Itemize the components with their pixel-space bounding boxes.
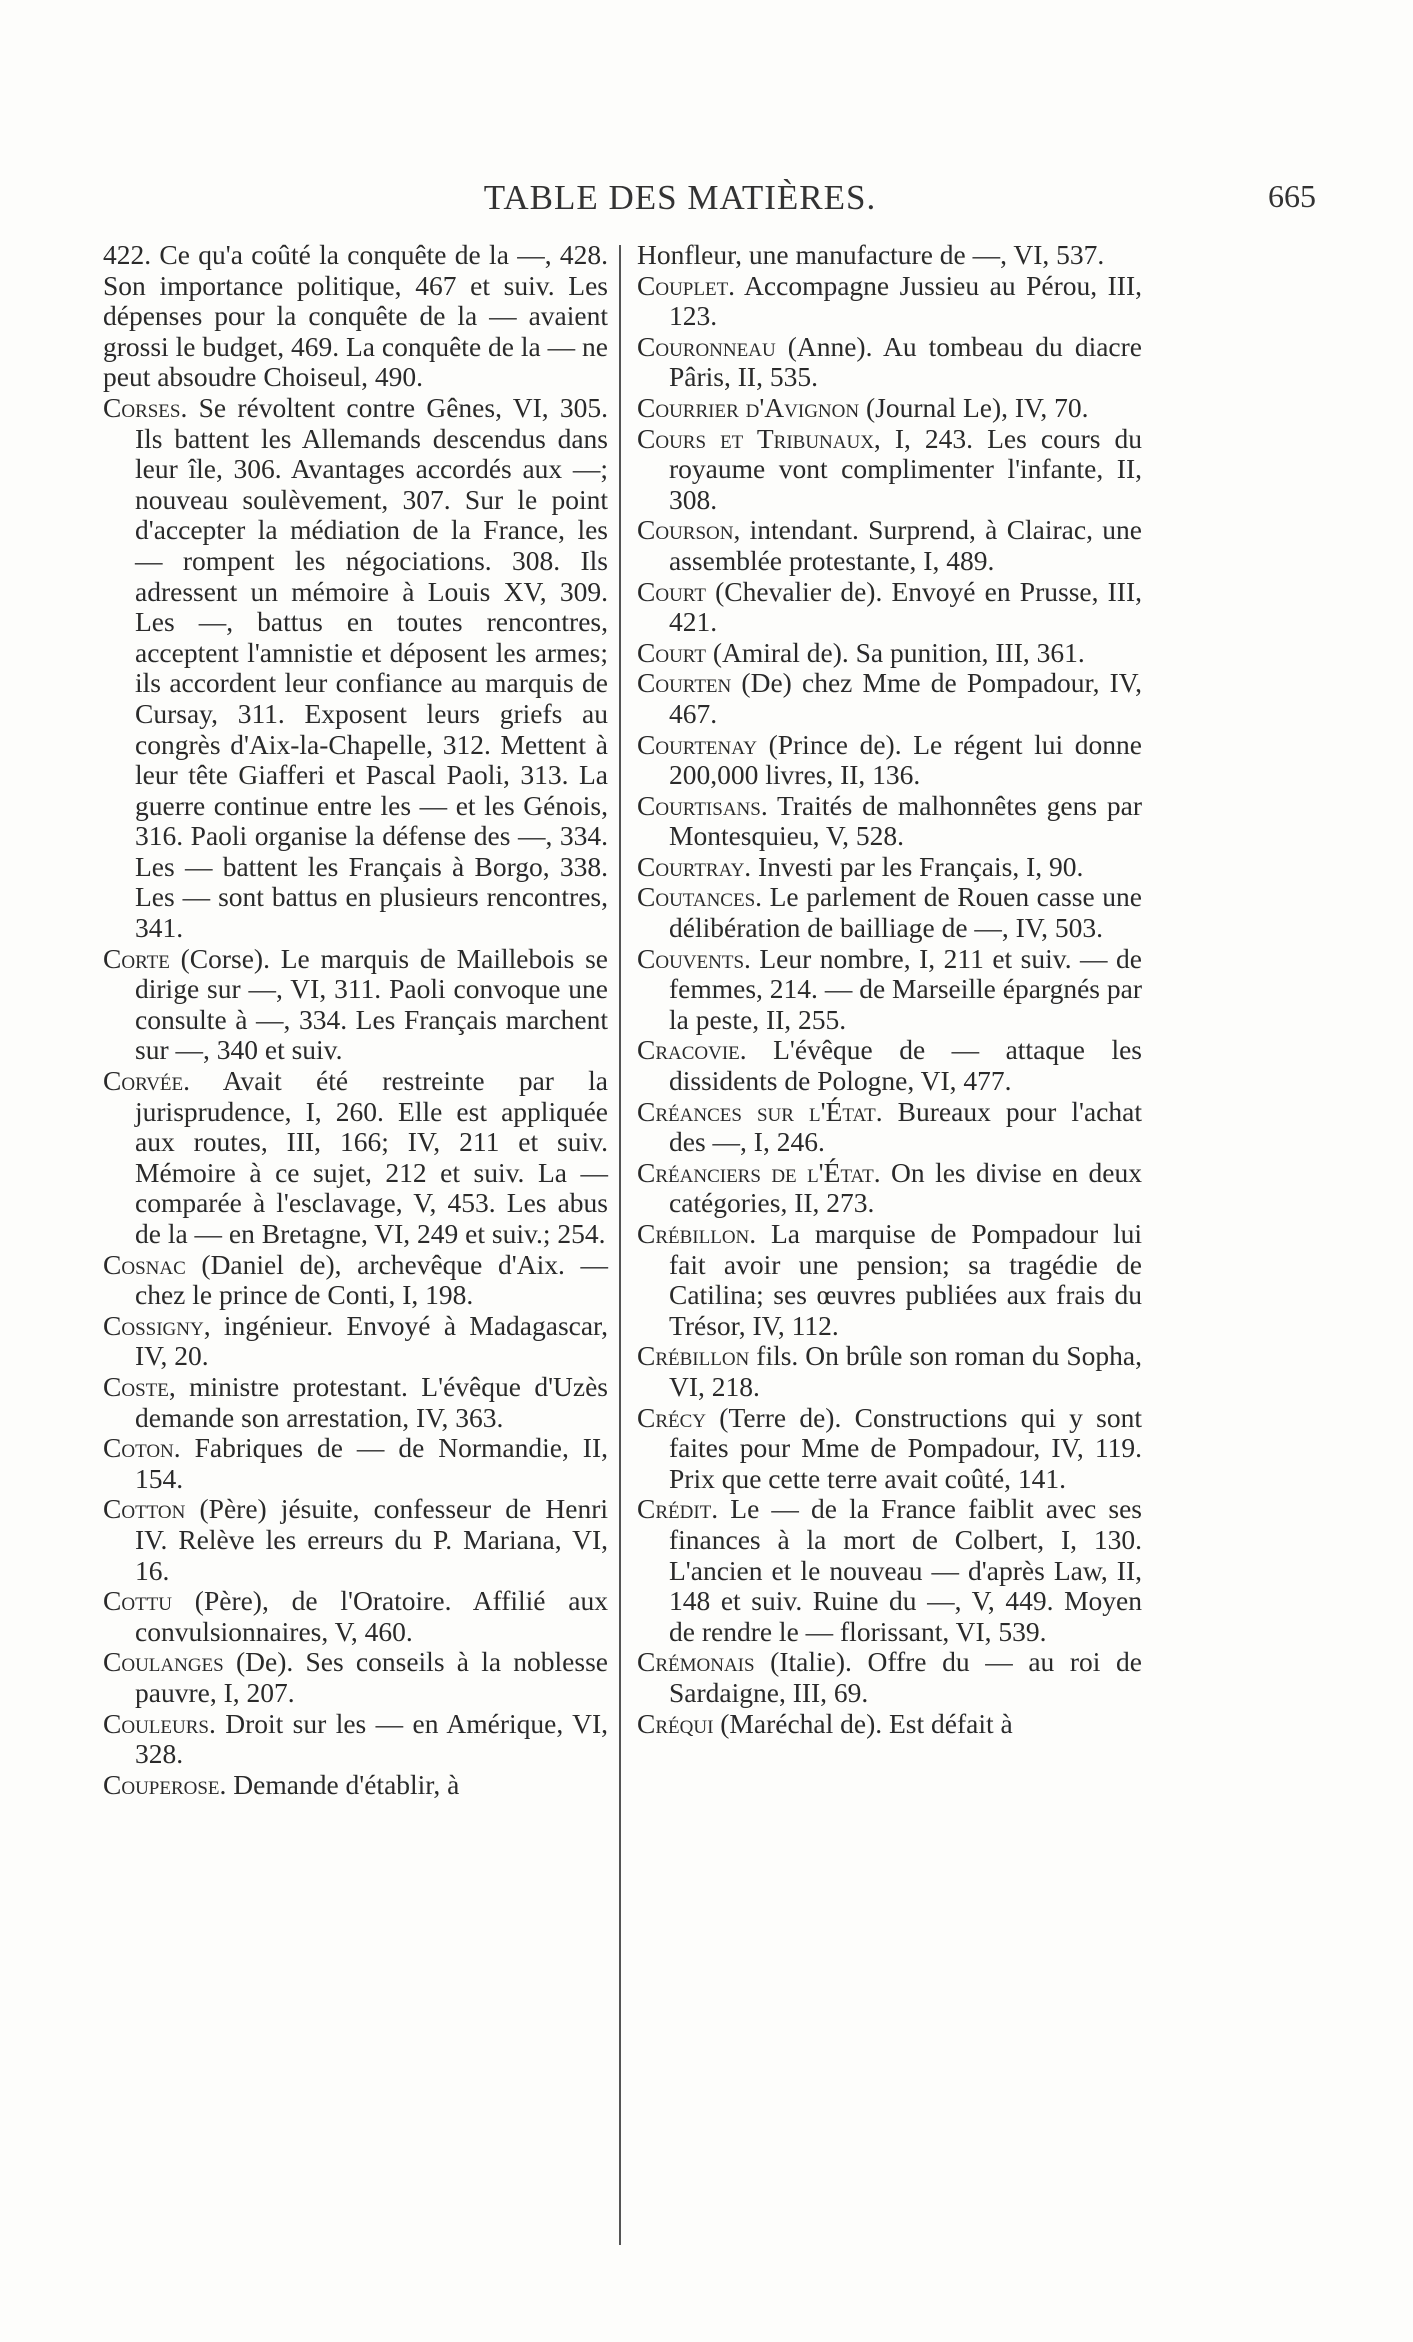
- entry-text: On les divise en deux catégories, II, 273.: [669, 1156, 1142, 1219]
- entry-text: (Père) jésuite, confesseur de Henri IV. Relève les erreurs du P. Mariana, VI, 16.: [135, 1493, 608, 1586]
- index-entry: [637, 1035, 1142, 1096]
- index-entry: [103, 1311, 608, 1372]
- index-entry: [637, 638, 1142, 669]
- entry-text: 422. Ce qu'a coûté la conquête de la —, 428. Son importance politique, 467 et suiv. Les dépenses pour la conquête de la — avaient grossi le budget, 469. La conquête de la — ne peut absoudre Choiseul, 490.: [103, 239, 608, 393]
- index-entry: [103, 944, 608, 1066]
- index-entry: [637, 791, 1142, 852]
- index-column-right: [637, 240, 1142, 1739]
- entry-text: (Corse). Le marquis de Maillebois se dirige sur —, VI, 311. Paoli convoque une consulte à —, 334. Les Français marchent sur —, 340 et suiv.: [135, 942, 608, 1066]
- entry-text: (Journal Le), IV, 70.: [859, 391, 1089, 423]
- entry-headword: Couleurs.: [103, 1707, 216, 1739]
- entry-text: Leur nombre, I, 211 et suiv. — de femmes, 214. — de Marseille épargnés par la peste, II, 255.: [669, 942, 1142, 1035]
- entry-text: I, 243. Les cours du royaume vont complimenter l'infante, II, 308.: [669, 422, 1142, 515]
- entry-text: Demande d'établir, à: [226, 1768, 460, 1800]
- entry-text: (Amiral de). Sa punition, III, 361.: [705, 636, 1085, 668]
- index-entry: [637, 730, 1142, 791]
- index-entry: [637, 668, 1142, 729]
- index-entry: [637, 393, 1142, 424]
- entry-headword: Créqui: [637, 1707, 714, 1739]
- index-entry: [637, 1647, 1142, 1708]
- entry-text: (De) chez Mme de Pompadour, IV, 467.: [669, 667, 1142, 729]
- index-entry: [637, 1403, 1142, 1495]
- entry-headword: Crébillon: [637, 1340, 750, 1372]
- index-entry: [637, 1219, 1142, 1341]
- entry-text: Avait été restreinte par la jurisprudence, I, 260. Elle est appliquée aux routes, III, 166; IV, 211 et suiv. Mémoire à ce sujet, 212 et suiv. La — comparée à l'esclavage, V, 453. Les abus de la — en Bretagne, VI, 249 et suiv.; 254.: [135, 1065, 608, 1249]
- entry-text: (Italie). Offre du — au roi de Sardaigne, III, 69.: [669, 1646, 1142, 1708]
- entry-headword: Coulanges: [103, 1646, 224, 1678]
- index-entry: [637, 882, 1142, 943]
- index-entry: [637, 944, 1142, 1036]
- index-entry: [637, 271, 1142, 332]
- index-entry: [637, 1494, 1142, 1647]
- page-header: [0, 178, 1413, 228]
- index-entry: [103, 1494, 608, 1586]
- entry-text: (Père), de l'Oratoire. Affilié aux convulsionnaires, V, 460.: [135, 1585, 608, 1647]
- index-entry: [637, 1097, 1142, 1158]
- entry-text: Bureaux pour l'achat des —, I, 246.: [669, 1095, 1142, 1158]
- entry-headword: Courtenay: [637, 728, 757, 760]
- entry-text: (De). Ses conseils à la noblesse pauvre, I, 207.: [135, 1646, 608, 1708]
- entry-text: Le — de la France faiblit avec ses finances à la mort de Colbert, I, 130. L'ancien et le nouveau — d'après Law, II, 148 et suiv. Ruine du —, V, 449. Moyen de rendre le — florissant, VI, 539.: [669, 1493, 1142, 1647]
- index-entry: [637, 240, 1142, 271]
- entry-text: Fabriques de — de Normandie, II, 154.: [135, 1432, 608, 1494]
- index-entry: [103, 1250, 608, 1311]
- entry-headword: Cotton: [103, 1493, 186, 1525]
- column-divider: [619, 245, 621, 2245]
- entry-headword: Créanciers de l'État.: [637, 1156, 881, 1188]
- index-entry: [637, 1158, 1142, 1219]
- index-entry: [637, 577, 1142, 638]
- entry-text: La marquise de Pompadour lui fait avoir une pension; sa tragédie de Catilina; ses œuvres publiées aux frais du Trésor, IV, 112.: [669, 1218, 1142, 1341]
- index-column-left: [103, 240, 608, 1800]
- entry-headword: Courten: [637, 667, 732, 699]
- entry-headword: Corvée.: [103, 1065, 191, 1097]
- entry-headword: Cottu: [103, 1585, 172, 1617]
- entry-text: Le parlement de Rouen casse une délibération de bailliage de —, IV, 503.: [669, 881, 1142, 944]
- entry-text: Traités de malhonnêtes gens par Montesquieu, V, 528.: [669, 789, 1142, 852]
- entry-text: (Maréchal de). Est défait à: [713, 1707, 1013, 1739]
- index-entry: [103, 1770, 608, 1801]
- index-entry: [103, 1433, 608, 1494]
- index-entry: [637, 1341, 1142, 1402]
- index-entry: [103, 240, 608, 393]
- entry-text: (Terre de). Constructions qui y sont faites pour Mme de Pompadour, IV, 119. Prix que cette terre avait coûté, 141.: [669, 1401, 1142, 1494]
- entry-headword: Coton.: [103, 1432, 181, 1464]
- entry-headword: Courrier d'Avignon: [637, 391, 860, 423]
- index-entry: [103, 1066, 608, 1250]
- entry-headword: Crédit.: [637, 1493, 719, 1525]
- entry-text: intendant. Surprend, à Clairac, une assemblée protestante, I, 489.: [669, 514, 1142, 576]
- entry-text: Investi par les Français, I, 90.: [751, 850, 1084, 882]
- entry-headword: Courtisans.: [637, 789, 768, 821]
- entry-text: Accompagne Jussieu au Pérou, III, 123.: [669, 269, 1142, 332]
- entry-headword: Crécy: [637, 1401, 707, 1433]
- index-entry: [103, 1709, 608, 1770]
- index-entry: [637, 852, 1142, 883]
- running-title: TABLE DES MATIÈRES.: [483, 178, 877, 217]
- entry-text: L'évêque de — attaque les dissidents de Pologne, VI, 477.: [669, 1034, 1142, 1097]
- entry-text: ingénieur. Envoyé à Madagascar, IV, 20.: [135, 1309, 608, 1372]
- entry-text: Se révoltent contre Gênes, VI, 305. Ils battent les Allemands descendus dans leur île, 306. Avantages accordés aux —; nouveau soulèvement, 307. Sur le point d'accepter la médiation de la France, les — rompent les négociations. 308. Ils adressent un mémoire à Louis XV, 309. Les —, battus en toutes rencontres, acceptent l'amnistie et déposent les armes; ils accordent leur confiance au marquis de Cursay, 311. Exposent leurs griefs au congrès d'Aix-la-Chapelle, 312. Mettent à leur tête Giafferi et Pascal Paoli, 313. La guerre continue entre les — et les Génois, 316. Paoli organise la défense des —, 334. Les — battent les Français à Borgo, 338. Les — sont battus en plusieurs rencontres, 341.: [135, 391, 608, 944]
- entry-text: (Daniel de), archevêque d'Aix. — chez le prince de Conti, I, 198.: [135, 1248, 608, 1311]
- entry-text: (Anne). Au tombeau du diacre Pâris, II, 535.: [669, 330, 1142, 393]
- index-entry: [637, 332, 1142, 393]
- entry-headword: Couvents.: [637, 942, 751, 974]
- entry-text: ministre protestant. L'évêque d'Uzès demande son arrestation, IV, 363.: [135, 1370, 608, 1433]
- entry-headword: Crébillon.: [637, 1218, 757, 1249]
- entry-headword: Couperose.: [103, 1768, 227, 1800]
- entry-headword: Corte: [103, 942, 170, 974]
- index-entry: [637, 424, 1142, 516]
- entry-headword: Courtray.: [637, 850, 752, 882]
- entry-text: fils. On brûle son roman du Sopha, VI, 218.: [669, 1340, 1142, 1402]
- entry-headword: Courson,: [637, 514, 741, 546]
- entry-headword: Couplet.: [637, 269, 736, 301]
- entry-headword: Court: [637, 575, 706, 607]
- index-entry: [103, 1647, 608, 1708]
- entry-headword: Crémonais: [637, 1646, 755, 1678]
- index-entry: [637, 515, 1142, 576]
- entry-headword: Corses.: [103, 391, 188, 423]
- entry-headword: Coste,: [103, 1370, 176, 1402]
- entry-headword: Cosnac: [103, 1248, 186, 1280]
- entry-headword: Coutances.: [637, 881, 763, 913]
- entry-headword: Créances sur l'État.: [637, 1095, 883, 1127]
- entry-headword: Couronneau: [637, 330, 776, 362]
- entry-headword: Cracovie.: [637, 1034, 747, 1066]
- entry-text: Honfleur, une manufacture de —, VI, 537.: [637, 239, 1105, 270]
- entry-headword: Cossigny,: [103, 1309, 211, 1341]
- index-entry: [103, 1372, 608, 1433]
- index-entry: [637, 1709, 1142, 1740]
- entry-text: (Chevalier de). Envoyé en Prusse, III, 421.: [669, 575, 1142, 638]
- entry-text: Droit sur les — en Amérique, VI, 328.: [135, 1707, 608, 1770]
- index-entry: [103, 1586, 608, 1647]
- index-entry: [103, 393, 608, 944]
- entry-headword: Court: [637, 636, 706, 668]
- page-number: 665: [1268, 178, 1316, 214]
- entry-headword: Cours et Tribunaux,: [637, 422, 881, 454]
- entry-text: (Prince de). Le régent lui donne 200,000 livres, II, 136.: [669, 728, 1142, 791]
